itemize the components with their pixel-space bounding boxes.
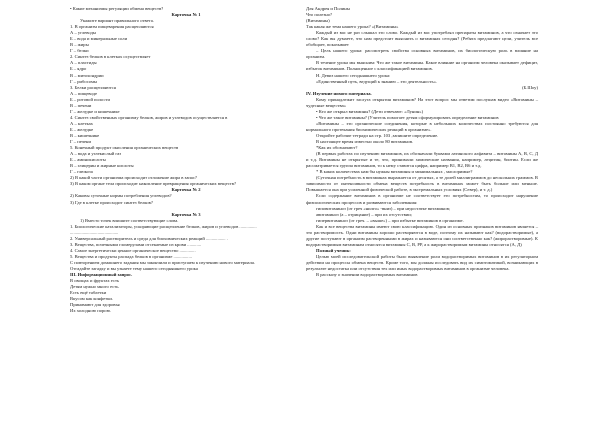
left-column-text-line: Г – желудке и кишечнике: [70, 108, 120, 114]
right-column-text-line: (В первых работах по изучению витаминов, их обозначали буквами латинского алфавита – витамины А, В, С, Д и т.д. Витамины не открытые и те, что, принимали химические названия, например, лецитин, биотин. Если же рассматривается группа витаминов, то к нему ставится цифра, например В1, В2, В6 и т.д.: [306, 151, 538, 169]
right-column-text-line: В течение урока мы выясним: Что же такое витамины. Какое влияние на организм человека оказывает дефицит, избыток витаминов. Полноценное с классификацией витаминов.: [306, 60, 538, 72]
left-column-text-line: Г – рибосомы: [70, 78, 97, 84]
left-column-text-line: В – жиры: [70, 42, 89, 48]
right-column-text-line: В настоящее время известно около 80 витаминов.: [316, 139, 414, 145]
right-column-text-line: «Единственный путь, ведущий к знанию – это деятельность».: [316, 78, 438, 84]
left-column-text-line: 4. Самое энергетически ценное органическое вещество ..............: [70, 247, 196, 253]
right-column-text-line: *Как их обозначают?: [316, 145, 358, 151]
left-column-text-line: В – глицерин и жирные кислоты: [70, 163, 134, 169]
right-column-text-line: Н. Девиз нашего сегодняшнего урока:: [316, 72, 391, 78]
right-column-text-line: Откройте рабочие тетради на стр. 103 ,запишите определение.: [316, 132, 439, 138]
left-column-text-line: Б – аминокислоты: [70, 157, 106, 163]
right-column-text-line: – Цель нашего урока: рассмотреть свойства основных витаминов, их биологическую роль в влияние на организм.: [306, 48, 538, 60]
left-column-text-line: Карточка № 2: [171, 187, 201, 193]
left-column-text-line: 4. Синтез свойственных организму белков, жиров и углеводов осуществляется в: [70, 114, 228, 120]
left-column-text-line: ..........................................: [70, 229, 119, 235]
left-column-text-line: Г – печени: [70, 139, 91, 145]
right-column-text-line: Для Андрея и Полины: [306, 6, 350, 11]
left-column-text-line: 5. Конечный продукт окисления органических веществ: [70, 145, 179, 151]
right-column-text-line: IV. Изучение нового материала.: [306, 90, 372, 96]
right-column-text-line: Кому принадлежит заслуга открытия витаминов? На этот вопрос мы ответим послушав видео «Витамины – чудесные вещества»: [306, 96, 538, 108]
right-column-text-line: Как и все вещества витамины имеют свою классификацию. Один из основных признаков витаминов является – это растворимость. Одни витамины хорошо растворяются в воде, поэтому их называют как? (водорастворимые), а другие поступают в организм растворенными в жирах и называются они соответственно как? (жирорастворимые). К водорастворимым витаминам относятся витамины С, В, РР, а к жирорастворимым витамины относятся (А, Д): [306, 223, 538, 247]
left-column-text-line: Б – ядро: [70, 66, 87, 72]
left-column-text-line: 1. В организм пищеварения расщепляются: [70, 24, 154, 30]
right-column-text-line: Полный ученик:: [316, 247, 351, 253]
left-column-text-line: • Какие механизмы регуляции обмена веществ?: [70, 6, 164, 11]
right-column-text-line: Каждый из вас не раз слышал это слово. Каждый из вас употреблял препараты витаминов, а что означает это слово? Как вы думаете, что нам предстоит выяснить о витаминах сегодня? (Ребята предлагают цели, учитель все обобщает, показывает: [306, 30, 538, 48]
left-column-text-line: 3) В каком органе тела происходит накопление превращения органических веществ?: [70, 181, 237, 187]
left-column-text-line: А – пластиды: [70, 60, 97, 66]
right-column-text-line: (Суточная потребность в витаминах выражается от десятых, а те долей миллиграммов до нескольких граммов. В зависимости от интенсивности обмена веществ потребность в витаминах может быть больше или меньше. Повышается она при усиленной физической работе, в экстремальных условиях (Север), и т. д.): [306, 175, 538, 193]
left-column-text-line: В овощах и фруктах есть: [70, 278, 120, 284]
left-column-text-line: С повторением домашнего задания мы закончили и приступаем к изучению нового материала.: [70, 259, 256, 265]
right-column-text-line: Что полезно?: [306, 12, 333, 18]
left-column-text-line: Их холодною порою.: [70, 308, 112, 314]
right-column-text-line: • Что же такое витамины? (Учитель помогает детям сформулировать определение витаминов: [316, 114, 499, 120]
left-column-text-line: Г – глюкоза: [70, 169, 93, 175]
left-column-text-line: В – кишечнике: [70, 132, 100, 138]
left-column-text-line: Б – ротовой полости: [70, 96, 110, 102]
left-column-text-line: Карточка № 3: [171, 211, 201, 217]
right-column-text-line: гипервитаминоз (от греч. – «выше») – при избытке витаминов в организме.: [316, 217, 464, 223]
left-column-text-line: В – печени: [70, 102, 92, 108]
left-column-text-line: 1) Вместо точек впишите соответствующие слова.: [80, 217, 179, 223]
right-column-text-line: * В каких количествах нам бы нужны витамины и минимальных , маслоримые?: [316, 169, 473, 175]
left-column-text-line: Есть ещё таблетки: [70, 290, 107, 296]
left-column-text-line: А – углеводы: [70, 30, 96, 36]
right-column-text-line: Целью моей исследовательской работы было выявление роли водорастворимых витаминов в их регуляторном действии на процессы обмена веществ. Кроме того, мы должны исследовать вид их симптоматикой, возникающих в результате недостатка или отсутствия тех или иных водорастворимых витаминов в организме человека.: [306, 253, 538, 272]
left-column-text-line: Вкусом как конфетки.: [70, 296, 114, 302]
right-column-text-line: • Кто же открыл витамины? (Дети отвечают: «Лунин»): [316, 108, 424, 114]
left-column-text-line: Карточка № 1: [171, 12, 201, 18]
left-column-text-line: Отгадайте загадку и вы узнаете тему нашего сегодняшнего урока: [70, 265, 198, 271]
right-column-text-line: В рассказу о значении водорастворимых витаминов: [316, 272, 418, 278]
left-column-text-line: Детям нужно много есть.: [70, 284, 120, 290]
left-column-text-line: 2. Синтез белков в клетках осуществляет: [70, 54, 151, 60]
right-column-text-line: (Б.Шоу): [522, 84, 538, 90]
left-column-text-line: А – вода и углекислый газ: [70, 151, 122, 157]
right-column-text-line: авитаминоз (а – отрицание) – при их отсутствии;: [316, 211, 412, 217]
left-column-text-line: 2) Каковы суточные нормы потребления углеводов?: [70, 193, 172, 199]
left-column-text-line: А – клетках: [70, 120, 93, 126]
left-column-text-line: Б – желудке: [70, 126, 94, 132]
left-column-text-line: 2) В какой части организма происходит отложение жира в запас?: [70, 175, 197, 181]
left-column-text-line: В – митохондрии: [70, 72, 104, 78]
right-column-text-line: Так какая же тема нашего урока? «(Витамины»: [306, 24, 399, 30]
left-column-text-line: Принимают для здоровья: [70, 302, 120, 308]
left-column-text-line: 3. Белки расщепляются: [70, 84, 116, 90]
left-column-text-line: III. Информационный запрос.: [70, 272, 133, 278]
right-column-text-line: (Витамины): [306, 18, 330, 24]
right-column: [306, 6, 538, 278]
right-column-text-line: Если содержание витаминов в организме не соответствует его потребностям, то происходит нарушение физиологических процессов и развиваются заболевания:: [306, 193, 538, 205]
left-column-text-line: Укажите вариант правильного ответа.: [80, 18, 154, 24]
left-column-text-line: 5. Вещества и продукты распада белков в организме ................: [70, 253, 192, 259]
left-column-text-line: 3) Где в клетке происходит синтез белков?: [70, 199, 153, 205]
left-column-text-line: Б – вода и минеральные соли: [70, 36, 128, 42]
left-column-text-line: А – пищеводе: [70, 90, 98, 96]
left-column-text-line: 2. Универсальный растворитель и среда для биохимических реакций ................. .: [70, 235, 228, 241]
left-column-text-line: 1. Биологические катализаторы, ускоряющие расщепление белков, жиров и углеводов ...............: [70, 223, 257, 229]
left-column-text-line: Г – белки: [70, 48, 89, 54]
right-column-text-line: «Витамины – это органические соединения, которые в небольших количествах постоянно требуются для нормального протекания биохимических реакций в организме».: [306, 120, 538, 132]
left-column: [70, 6, 302, 314]
left-column-text-line: 3. Вещества, почечными гломерулами отсекаемые из крови ............: [70, 241, 202, 247]
right-column-text-line: гиповитаминоз (от греч «нилго» -вниз) – при недостатке витаминов;: [316, 205, 451, 211]
